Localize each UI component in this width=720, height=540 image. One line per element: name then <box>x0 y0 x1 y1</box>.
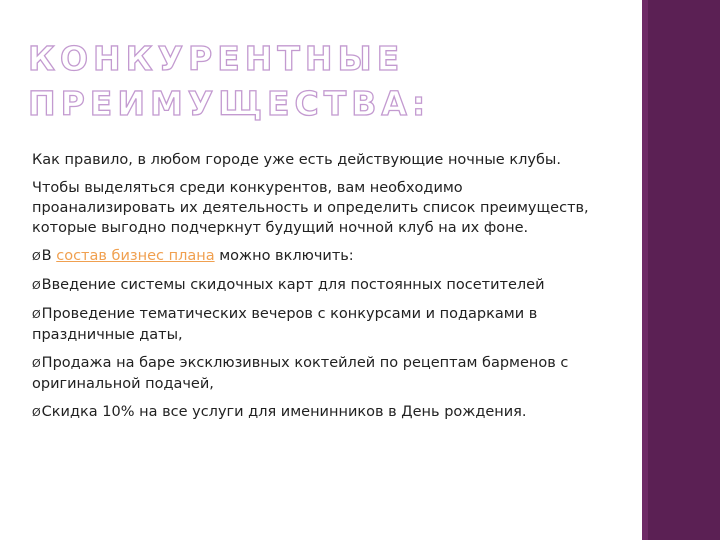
bullet-text: Продажа на баре эксклюзивных коктейлей по рецептам барменов с оригинальной подачей, <box>32 355 569 392</box>
bullet-item <box>32 304 602 345</box>
paragraph-1: Как правило, в любом городе уже есть действующие ночные клубы. <box>32 152 561 168</box>
bullet-item <box>32 402 602 423</box>
slide-body <box>32 150 602 431</box>
bullet-item <box>32 353 602 394</box>
business-plan-link[interactable]: состав бизнес плана <box>56 248 215 264</box>
bullet-text: Скидка 10% на все услуги для именинников в День рождения. <box>41 404 527 420</box>
bullet-arrow-icon: Ø <box>32 357 41 370</box>
bullet-arrow-icon: Ø <box>32 279 41 292</box>
bullet-intro-before: В <box>41 248 57 264</box>
title-line-1: КОНКУРЕНТНЫЕ <box>28 39 405 78</box>
bullet-arrow-icon: Ø <box>32 406 41 419</box>
bullet-arrow-icon: Ø <box>32 250 41 263</box>
bullet-text: Введение системы скидочных карт для постоянных посетителей <box>41 277 545 293</box>
bullet-intro-after: можно включить: <box>214 248 354 264</box>
paragraph-2: Чтобы выделяться среди конкурентов, вам необходимо проанализировать их деятельность и определить список преимуществ, которые выгодно подчеркнут будущий ночной клуб на их фоне. <box>32 180 589 236</box>
bullet-arrow-icon: Ø <box>32 308 41 321</box>
bullet-intro <box>32 246 602 267</box>
side-accent-bar <box>642 0 720 540</box>
bullet-text: Проведение тематических вечеров с конкурсами и подарками в праздничные даты, <box>32 306 538 343</box>
title-line-2: ПРЕИМУЩЕСТВА: <box>28 84 431 123</box>
slide-title <box>28 36 430 126</box>
bullet-item <box>32 275 602 296</box>
